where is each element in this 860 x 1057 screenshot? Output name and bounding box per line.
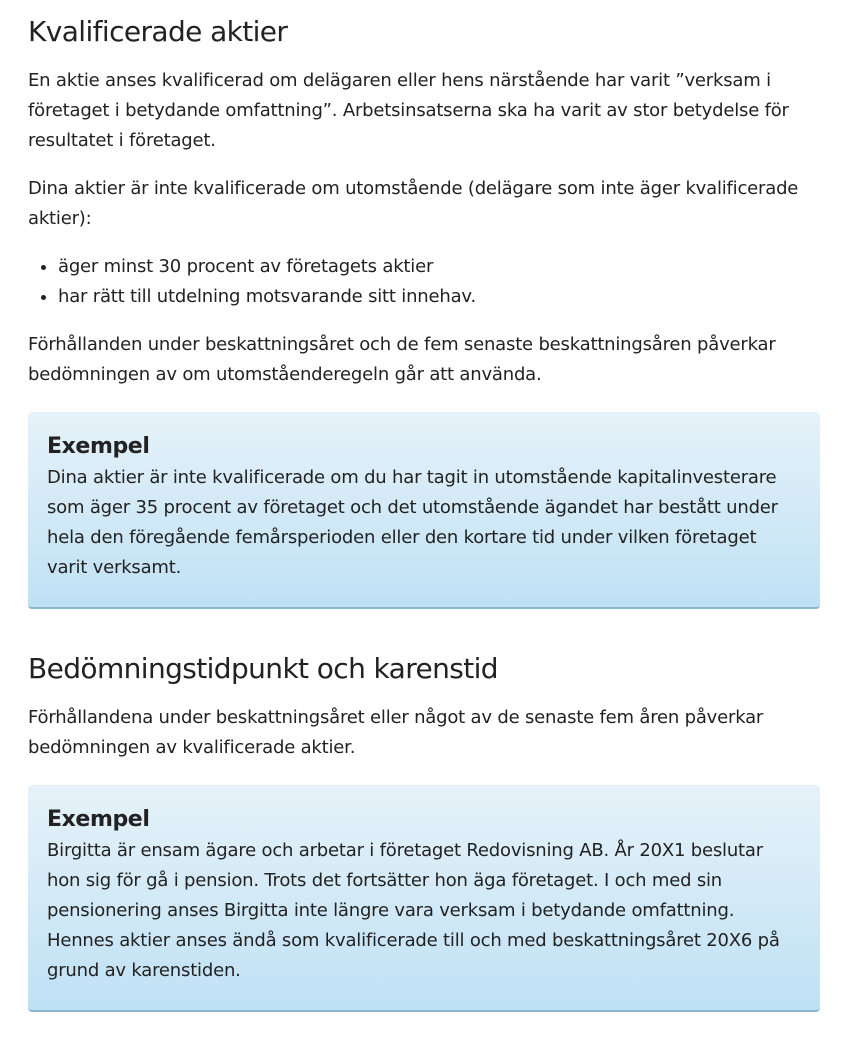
bullet-list — [28, 252, 820, 312]
paragraph: Förhållanden under beskattningsåret och de fem senaste beskattningsåren påverkar bedömningen av om utomståenderegeln går att använda. — [28, 334, 776, 385]
paragraph: Förhållandena under beskattningsåret eller något av de senaste fem åren påverkar bedömningen av kvalificerade aktier. — [28, 707, 764, 758]
list-item: • äger minst 30 procent av företagets aktier — [58, 252, 820, 282]
example-title: Exempel — [47, 434, 150, 459]
list-item: • har rätt till utdelning motsvarande sitt innehav. — [58, 282, 820, 312]
paragraph: En aktie anses kvalificerad om delägaren eller hens närstående har varit ”verksam i företaget i betydande omfattning”. Arbetsinsatserna ska ha varit av stor betydelse för resultatet i företaget. — [28, 70, 789, 151]
example-text: Birgitta är ensam ägare och arbetar i företaget Redovisning AB. År 20X1 beslutar hon sig för gå i pension. Trots det fortsätter hon äga företaget. I och med sin pensionering anses Birgitta inte längre vara verksam i betydande omfattning. Hennes aktier anses ändå som kvalificerade till och med beskattningsåret 20X6 på grund av karenstiden. — [47, 840, 780, 981]
example-text: Dina aktier är inte kvalificerade om du har tagit in utomstående kapitalinvesterare som äger 35 procent av företaget och det utomstående ägandet har bestått under hela den föregående femårsperioden eller den kortare tid under vilken företaget varit verksamt. — [47, 467, 778, 578]
section-heading-bedomningstidpunkt: Bedömningstidpunkt och karenstid — [28, 652, 498, 685]
example-box — [28, 785, 820, 1012]
example-box — [28, 412, 820, 609]
example-title: Exempel — [47, 807, 150, 832]
paragraph: Dina aktier är inte kvalificerade om utomstående (delägare som inte äger kvalificerade aktier): — [28, 178, 799, 229]
section-heading-kvalificerade-aktier: Kvalificerade aktier — [28, 15, 288, 48]
